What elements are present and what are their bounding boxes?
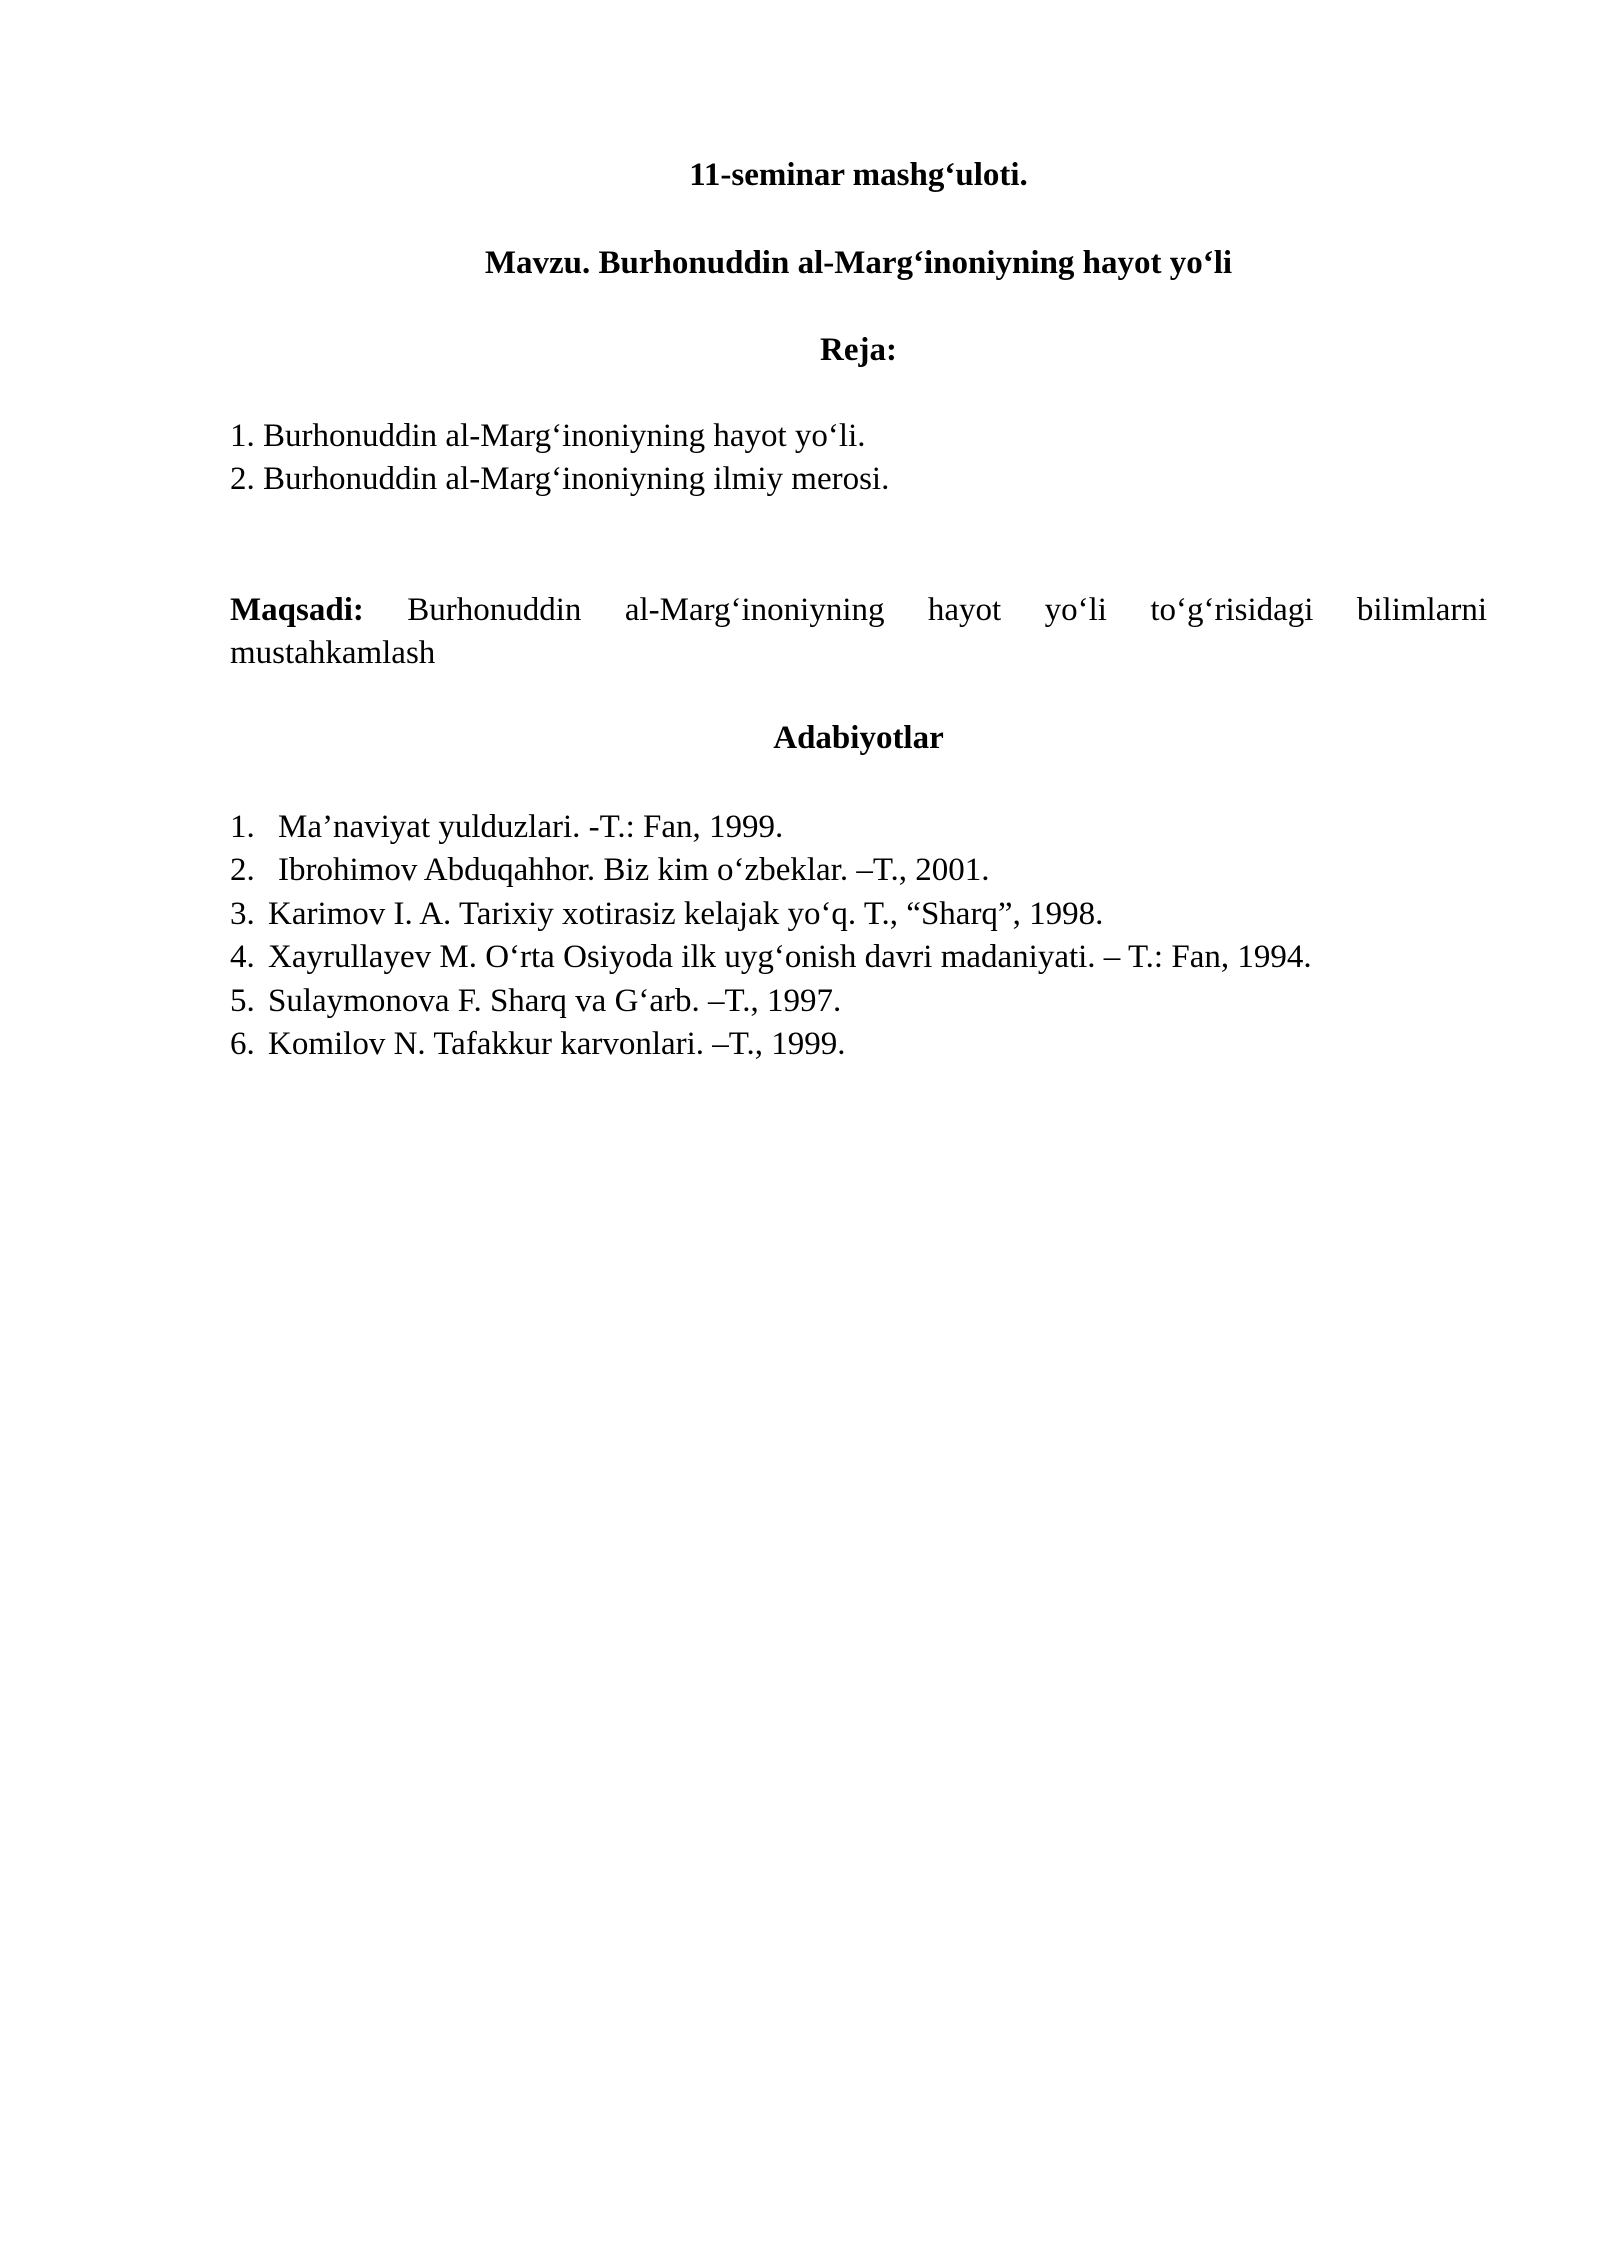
literature-heading: Adabiyotlar xyxy=(773,720,944,756)
aim-label: Maqsadi: xyxy=(230,592,364,628)
aim-paragraph xyxy=(230,589,1487,675)
literature-item xyxy=(230,1023,1487,1066)
plan-heading: Reja: xyxy=(820,332,897,368)
literature-list xyxy=(230,806,1487,1066)
literature-item xyxy=(230,893,1487,936)
literature-number: 4. xyxy=(230,939,255,976)
literature-item xyxy=(230,980,1487,1023)
literature-item xyxy=(230,806,1487,849)
literature-number: 3. xyxy=(230,895,255,932)
literature-text: Xayrullayev M. Oʻrta Osiyoda ilk uygʻonish davri madaniyati. – T.: Fan, 1994. xyxy=(268,939,1312,976)
literature-number: 5. xyxy=(230,982,255,1019)
literature-text: Ma’naviyat yulduzlari. -T.: Fan, 1999. xyxy=(278,809,784,845)
literature-text: Sulaymonova F. Sharq va Gʻarb. –T., 1997. xyxy=(268,982,842,1019)
plan-item: 2. Burhonuddin al-Margʻinoniyning ilmiy merosi. xyxy=(230,461,890,497)
literature-text: Ibrohimov Abduqahhor. Biz kim oʻzbeklar. –T., 2001. xyxy=(278,852,990,889)
topic-heading: Mavzu. Burhonuddin al-Margʻinoniyning hayot yoʻli xyxy=(484,245,1233,281)
document-page xyxy=(230,0,1487,2262)
literature-item xyxy=(230,849,1487,892)
literature-text: Karimov I. A. Tarixiy xotirasiz kelajak yoʻq. T., “Sharq”, 1998. xyxy=(268,895,1104,932)
literature-text: Komilov N. Tafakkur karvonlari. –T., 1999. xyxy=(268,1026,846,1063)
literature-number: 2. xyxy=(230,852,255,889)
plan-item: 1. Burhonuddin al-Margʻinoniyning hayot yoʻli. xyxy=(230,418,866,454)
literature-number: 6. xyxy=(230,1026,255,1063)
literature-number: 1. xyxy=(230,809,255,845)
literature-item xyxy=(230,936,1487,979)
document-title: 11-seminar mashgʻuloti. xyxy=(689,157,1028,193)
plan-list xyxy=(230,415,1487,501)
aim-text: Burhonuddin al-Margʻinoniyning hayot yoʻli toʻgʻrisidagi bilimlarni mustahkamlash xyxy=(230,592,1488,671)
